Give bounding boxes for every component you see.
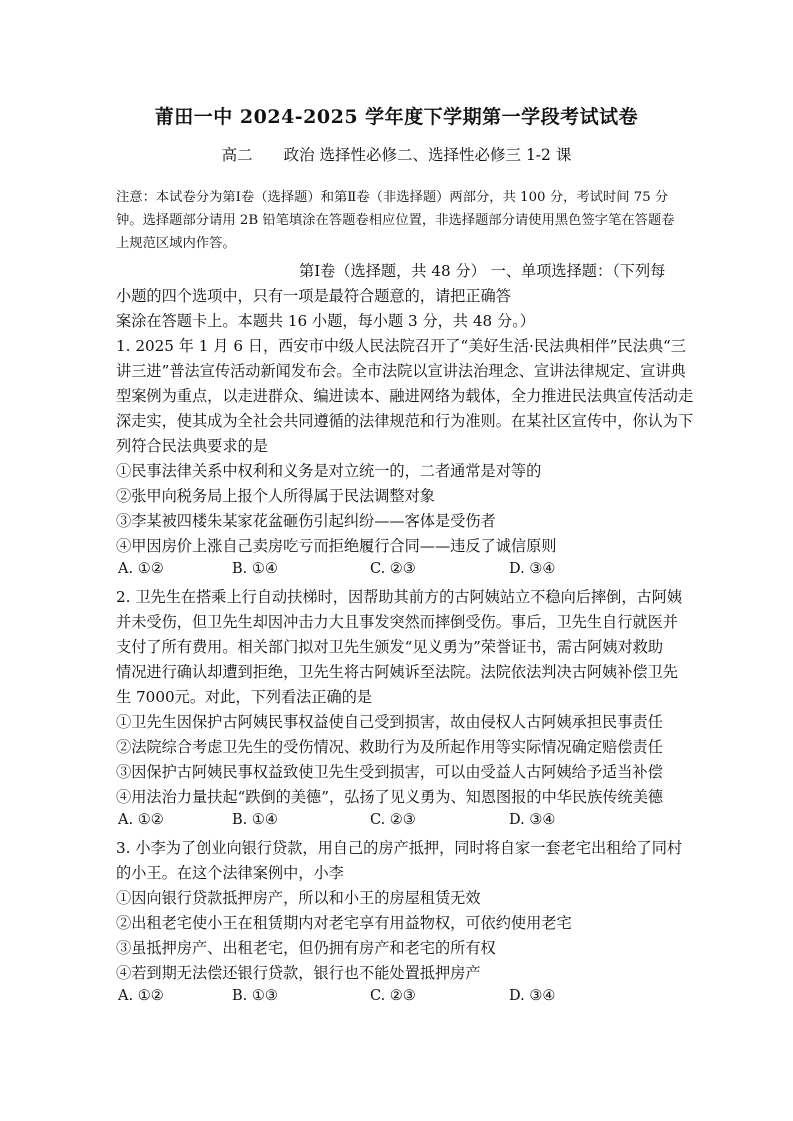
question-1: [116, 334, 694, 559]
question-line: 2. 卫先生在搭乘上行自动扶梯时，因帮助其前方的古阿姨站立不稳向后摔倒，古阿姨: [116, 588, 683, 606]
question-line: 型案例为重点，以走进群众、编进读本、融进网络为载体，全力推进民法典宣传活动走: [116, 387, 694, 405]
statement-line: ③李某被四楼朱某家花盆砸伤引起纠纷——客体是受伤者: [116, 512, 496, 530]
question-2: [116, 585, 690, 810]
question-line: 3. 小李为了创业向银行贷款，用自己的房产抵押，同时将自家一套老宅出租给了同村: [116, 839, 683, 857]
question-line: 并未受伤，但卫先生却因冲击力大且事发突然而摔倒受伤。事后，卫先生自行就医并: [116, 613, 678, 631]
option-d: D. ③④: [509, 812, 556, 828]
option-c: C. ②③: [370, 561, 416, 577]
statement-line: ①卫先生因保护古阿姨民事权益使自己受到损害，故由侵权人古阿姨承担民事责任: [116, 713, 663, 731]
option-a: A. ①②: [118, 561, 164, 577]
grade-label: 高二: [221, 146, 253, 164]
statement-line: ①民事法律关系中权利和义务是对立统一的，二者通常是对等的: [116, 462, 542, 480]
option-a: A. ①②: [118, 988, 164, 1004]
statement-line: ④若到期无法偿还银行贷款，银行也不能处置抵押房产: [116, 964, 481, 982]
statement-line: ①因向银行贷款抵押房产，所以和小王的房屋租赁无效: [116, 889, 481, 907]
option-b: B. ①④: [232, 812, 278, 828]
option-d: D. ③④: [509, 561, 556, 577]
exam-subtitle: [0, 143, 793, 165]
statement-line: ③虽抵押房产、出租老宅，但仍拥有房产和老宅的所有权: [116, 939, 496, 957]
option-c: C. ②③: [370, 988, 416, 1004]
exam-notice: 注意：本试卷分为第Ⅰ卷（选择题）和第Ⅱ卷（非选择题）两部分，共 100 分，考试时间 75 分钟。选择题部分请用 2B 铅笔填涂在答题卷相应位置，非选择题部分请使用黑色签字笔在答题卷上规范区域内作答。: [116, 190, 675, 251]
question-line: 深走实，使其成为全社会共同遵循的法律规范和行为准则。在某社区宣传中，你认为下: [116, 412, 694, 430]
option-b: B. ①④: [232, 561, 278, 577]
question-line: 讲三进”普法宣传活动新闻发布会。全市法院以宣讲法治理念、宣讲法律规定、宣讲典: [116, 362, 686, 380]
statement-line: ②法院综合考虑卫先生的受伤情况、救助行为及所起作用等实际情况确定赔偿责任: [116, 738, 663, 756]
statement-line: ②出租老宅使小王在租赁期内对老宅享有用益物权，可依约使用老宅: [116, 914, 572, 932]
section-line: 小题的四个选项中，只有一项是最符合题意的，请把正确答: [116, 287, 511, 305]
question-line: 支付了所有费用。相关部门拟对卫先生颁发“见义勇为”荣誉证书，需古阿姨对救助: [116, 638, 664, 656]
statement-line: ④甲因房价上涨自己卖房吃亏而拒绝履行合同——违反了诚信原则: [116, 537, 557, 555]
question-line: 生 7000元。对此，下列看法正确的是: [116, 688, 373, 706]
statement-line: ③因保护古阿姨民事权益致使卫先生受到损害，可以由受益人古阿姨给予适当补偿: [116, 763, 663, 781]
exam-title: 莆田一中 2024-2025 学年度下学期第一学段考试试卷: [154, 106, 639, 128]
section-line: 案涂在答题卡上。本题共 16 小题，每小题 3 分，共 48 分。）: [116, 312, 535, 330]
option-a: A. ①②: [118, 812, 164, 828]
question-line: 情况进行确认却遭到拒绝，卫先生将古阿姨诉至法院。法院依法判决古阿姨补偿卫先: [116, 663, 678, 681]
statement-line: ④用法治力量扶起“跌倒的美德”，弘扬了见义勇为、知恩图报的中华民族传统美德: [116, 788, 664, 806]
option-d: D. ③④: [509, 988, 556, 1004]
question-3: [116, 836, 690, 986]
option-b: B. ①③: [232, 988, 278, 1004]
section-line: 第Ⅰ卷（选择题，共 48 分） 一、单项选择题：（下列每: [299, 262, 666, 280]
question-line: 1. 2025 年 1 月 6 日，西安市中级人民法院召开了“美好生活·民法典相伴”民法典“三: [116, 337, 686, 355]
statement-line: ②张甲向税务局上报个人所得属于民法调整对象: [116, 487, 435, 505]
subject-label: 政治 选择性必修二、选择性必修三 1-2 课: [283, 146, 572, 164]
section-heading: [116, 259, 690, 334]
question-line: 列符合民法典要求的是: [116, 437, 268, 455]
option-c: C. ②③: [370, 812, 416, 828]
question-line: 的小王。在这个法律案例中，小李: [116, 864, 344, 882]
